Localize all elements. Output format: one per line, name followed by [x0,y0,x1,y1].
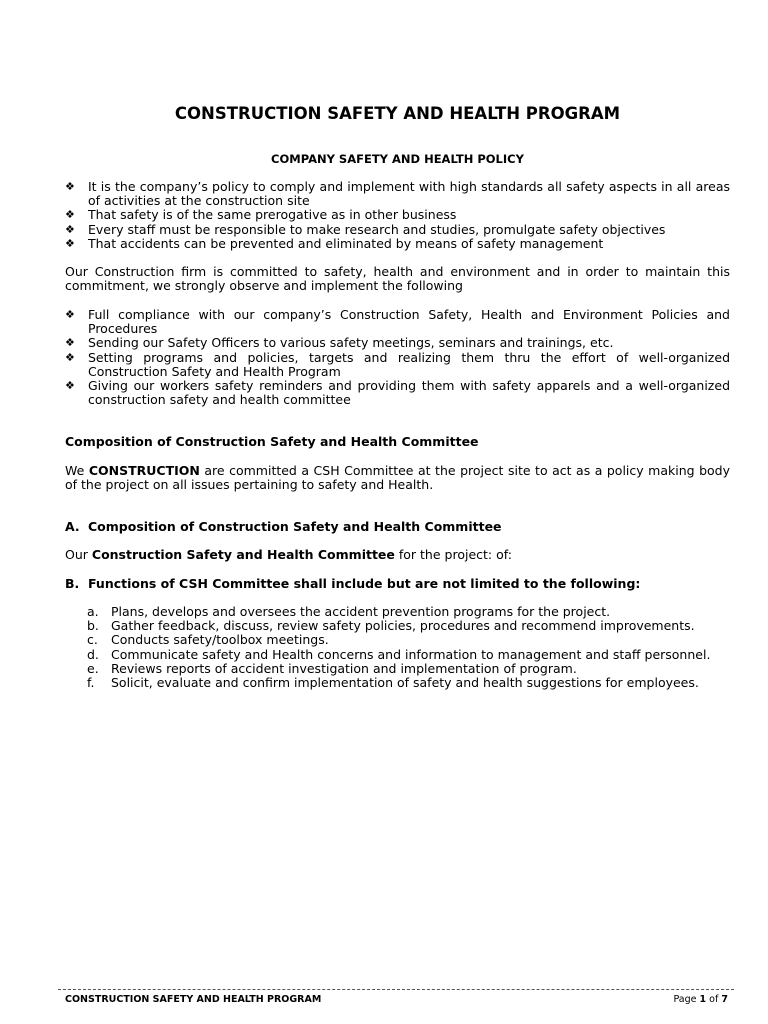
we-construction-paragraph-block [65,464,730,492]
section-a-text: Our Construction Safety and Health Committee for the project: of: [65,547,512,562]
policy-bullet-list [65,180,730,251]
list-item: b. Gather feedback, discuss, review safety policies, procedures and recommend improvements. [87,618,695,634]
page-number: Page 1 of 7 [673,994,728,1005]
section-a-marker: A. [65,519,80,534]
commitment-paragraph: Our Construction firm is committed to safety, health and environment and in order to maintain this commitment, we strongly observe and implement the following [65,264,730,294]
list-item: ❖ Giving our workers safety reminders and providing them with safety apparels and a well-organized construction safety and health committee [65,378,730,408]
diamond-bullet-icon: ❖ [65,350,75,364]
policy-bullet-block [65,180,730,251]
company-name: CONSTRUCTION [88,463,200,478]
policy-heading: COMPANY SAFETY AND HEALTH POLICY [271,152,524,166]
footer-divider [58,989,734,990]
list-item: ❖ Every staff must be responsible to make research and studies, promulgate safety objectives [65,221,666,237]
current-page: 1 [699,994,707,1005]
commitment-paragraph-block [65,265,730,293]
list-item: f. Solicit, evaluate and confirm implementation of safety and health suggestions for employees. [87,675,699,691]
list-item: c. Conducts safety/toolbox meetings. [87,632,329,648]
list-item: e. Reviews reports of accident investigation and implementation of program. [87,660,577,676]
list-item: ❖ It is the company’s policy to comply and implement with high standards all safety aspects in all areas of activities at the construction site [65,179,730,209]
list-item: d. Communicate safety and Health concerns and information to management and staff personnel. [87,646,711,662]
we-construction-paragraph: We CONSTRUCTION are committed a CSH Committee at the project site to act as a policy making body of the project on all issues pertaining to safety and Health. [65,463,730,493]
list-item: ❖ Setting programs and policies, targets and realizing them thru the effort of well-organized Construction Safety and Health Program [65,349,730,379]
commitment-bullet-block [65,308,730,407]
list-item: a. Plans, develops and oversees the accident prevention programs for the project. [87,604,611,619]
composition-heading: Composition of Construction Safety and Health Committee [65,434,479,449]
diamond-bullet-icon: ❖ [65,379,75,393]
section-b-heading-text: Functions of CSH Committee shall include but are not limited to the following: [88,576,641,591]
list-item: ❖ Sending our Safety Officers to various safety meetings, seminars and trainings, etc. [65,335,614,351]
list-item: ❖ That safety is of the same prerogative as in other business [65,207,457,223]
diamond-bullet-icon: ❖ [65,236,75,250]
diamond-bullet-icon: ❖ [65,208,75,222]
functions-list-block [65,605,730,690]
section-b-marker: B. [65,576,80,591]
diamond-bullet-icon: ❖ [65,336,75,350]
commitment-bullet-list [65,308,730,407]
section-a-heading [65,520,730,534]
list-item: ❖ That accidents can be prevented and eliminated by means of safety management [65,235,604,251]
total-pages: 7 [721,994,728,1005]
document-title: CONSTRUCTION SAFETY AND HEALTH PROGRAM [174,104,621,123]
committee-name: Construction Safety and Health Committee [91,547,395,562]
diamond-bullet-icon: ❖ [65,222,75,236]
section-b-heading [65,577,730,591]
diamond-bullet-icon: ❖ [65,180,75,193]
functions-list [65,605,730,690]
footer-title: CONSTRUCTION SAFETY AND HEALTH PROGRAM [65,994,322,1005]
list-item: ❖ Full compliance with our company’s Construction Safety, Health and Environment Policies and Procedures [65,307,730,337]
diamond-bullet-icon: ❖ [65,308,75,321]
section-a-heading-text: Composition of Construction Safety and Health Committee [88,519,502,534]
